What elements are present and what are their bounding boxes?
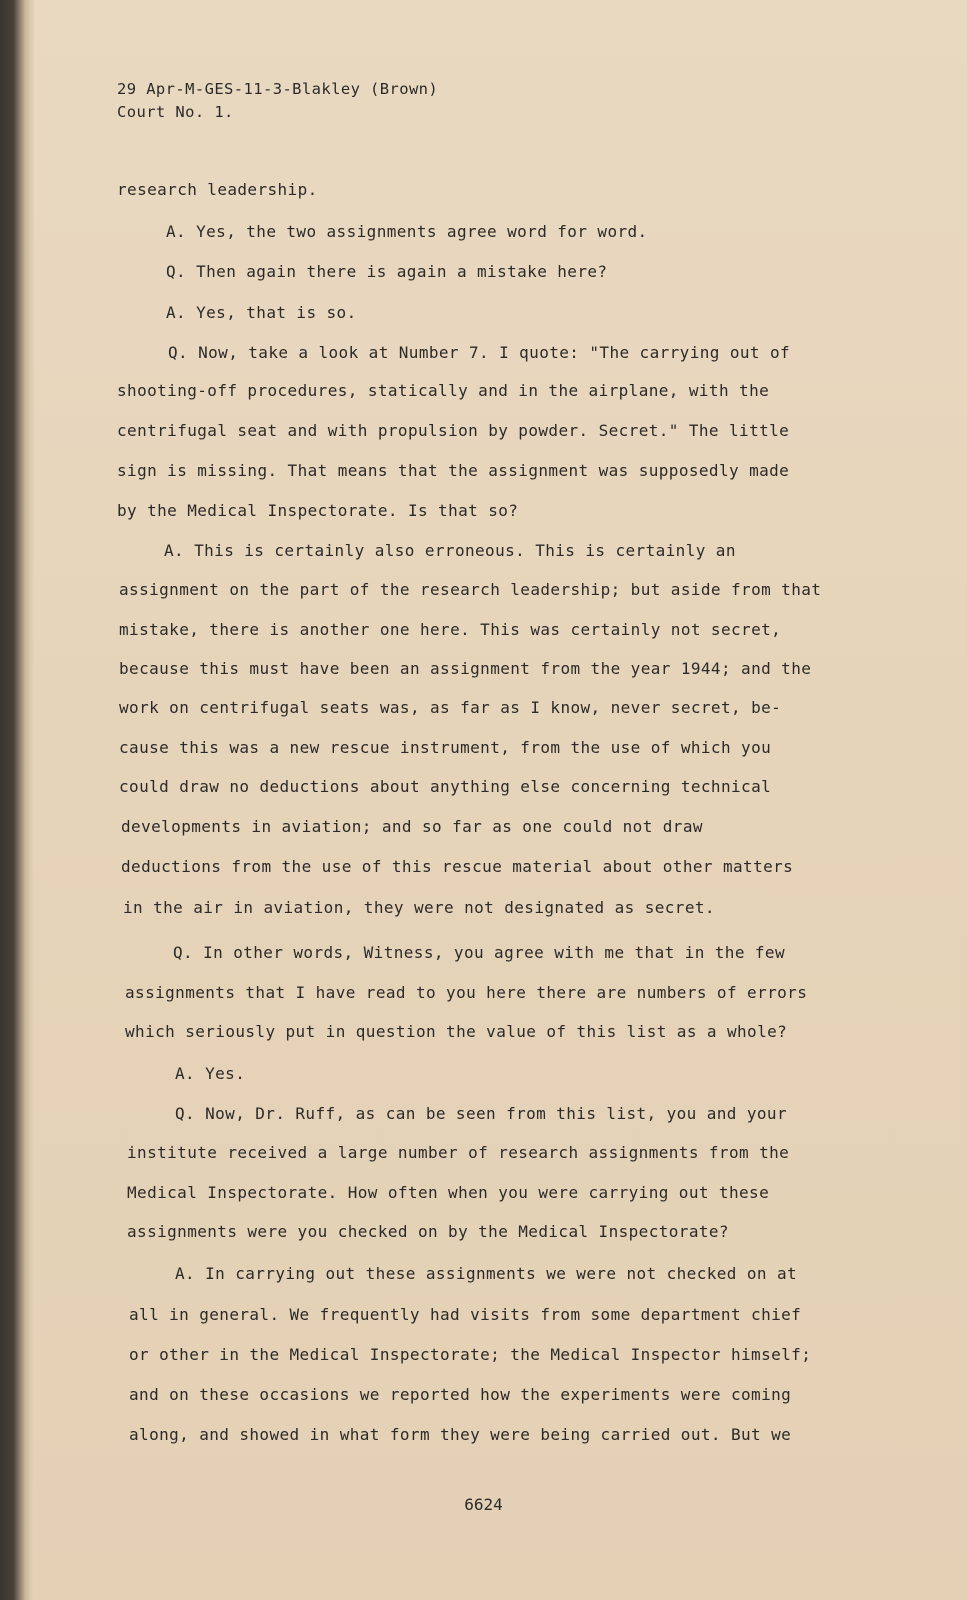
binding-edge — [0, 0, 34, 1600]
body-line: shooting-off procedures, statically and in the airplane, with the — [117, 381, 770, 400]
body-line: A. In carrying out these assignments we were not checked on at — [175, 1264, 798, 1283]
body-line: centrifugal seat and with propulsion by powder. Secret." The little — [117, 421, 790, 440]
header-line-2: Court No. 1. — [117, 103, 234, 121]
body-line: cause this was a new rescue instrument, from the use of which you — [119, 738, 772, 757]
body-line: mistake, there is another one here. This was certainly not secret, — [119, 620, 782, 639]
body-line: in the air in aviation, they were not designated as secret. — [123, 898, 715, 917]
body-line: institute received a large number of research assignments from the — [127, 1143, 790, 1162]
body-line: or other in the Medical Inspectorate; the Medical Inspector himself; — [129, 1345, 812, 1364]
body-line: A. Yes, the two assignments agree word for word. — [166, 222, 648, 241]
body-line: could draw no deductions about anything else concerning technical — [119, 777, 772, 796]
body-line: deductions from the use of this rescue material about other matters — [121, 857, 794, 876]
body-line: Medical Inspectorate. How often when you were carrying out these — [127, 1183, 770, 1202]
body-line: assignments that I have read to you here there are numbers of errors — [125, 983, 808, 1002]
body-line: assignments were you checked on by the Medical Inspectorate? — [127, 1222, 729, 1241]
body-line: A. This is certainly also erroneous. This is certainly an — [164, 541, 736, 560]
body-line: research leadership. — [117, 180, 318, 199]
body-line: because this must have been an assignment from the year 1944; and the — [119, 659, 812, 678]
body-line: developments in aviation; and so far as one could not draw — [121, 817, 703, 836]
body-line: Q. Then again there is again a mistake here? — [166, 262, 608, 281]
body-line: all in general. We frequently had visits from some department chief — [129, 1305, 802, 1324]
body-line: along, and showed in what form they were being carried out. But we — [129, 1425, 792, 1444]
body-line: which seriously put in question the value of this list as a whole? — [125, 1022, 788, 1041]
header-line-1: 29 Apr-M-GES-11-3-Blakley (Brown) — [117, 80, 439, 98]
body-line: Q. Now, take a look at Number 7. I quote: "The carrying out of — [168, 343, 791, 362]
body-line: Q. Now, Dr. Ruff, as can be seen from this list, you and your — [175, 1104, 788, 1123]
body-line: A. Yes, that is so. — [166, 303, 357, 322]
body-line: and on these occasions we reported how the experiments were coming — [129, 1385, 792, 1404]
body-line: assignment on the part of the research leadership; but aside from that — [119, 580, 822, 599]
page-number: 6624 — [464, 1495, 503, 1514]
body-line: work on centrifugal seats was, as far as I know, never secret, be- — [119, 698, 782, 717]
body-line: sign is missing. That means that the assignment was supposedly made — [117, 461, 790, 480]
body-line: Q. In other words, Witness, you agree with me that in the few — [173, 943, 786, 962]
body-line: A. Yes. — [175, 1064, 246, 1083]
body-line: by the Medical Inspectorate. Is that so? — [117, 501, 519, 520]
